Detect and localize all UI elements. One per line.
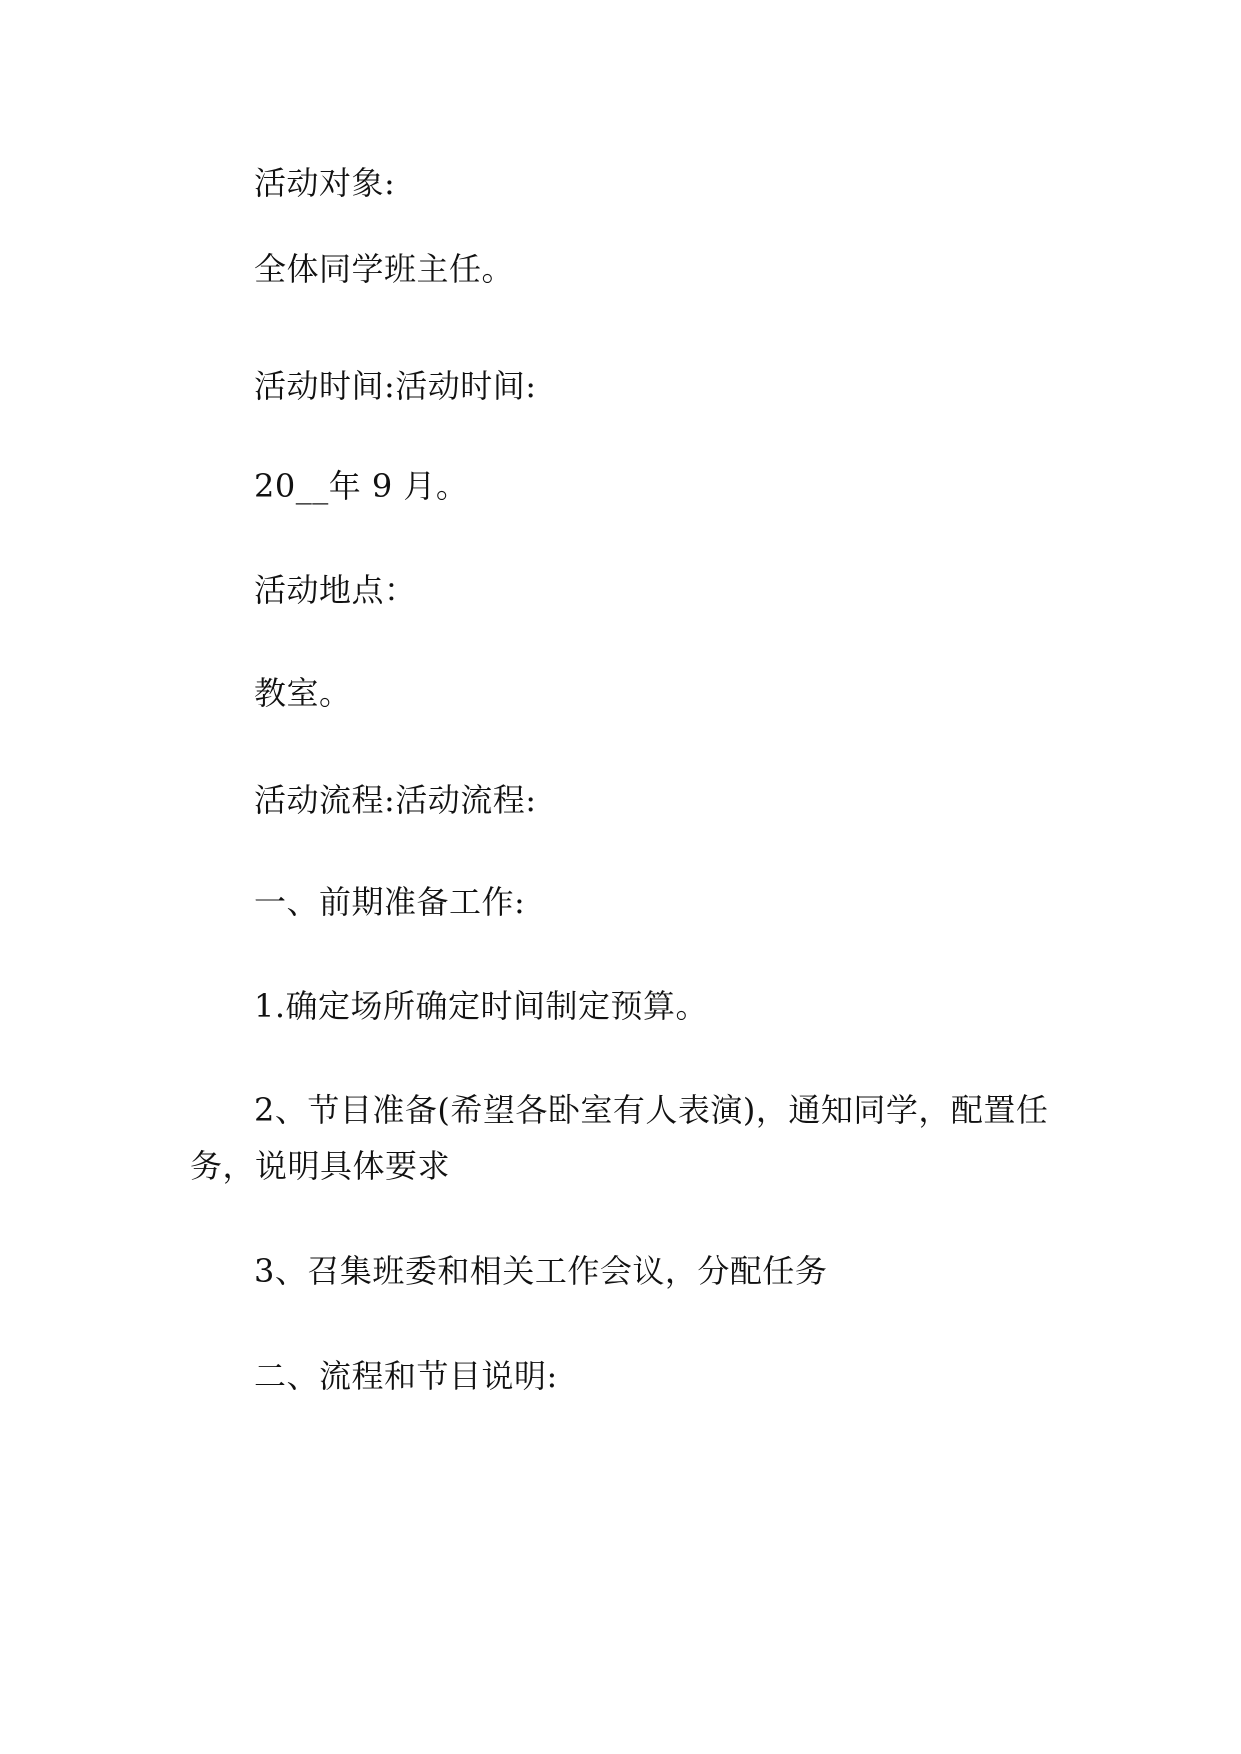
list-item-3: 3、召集班委和相关工作会议，分配任务 — [254, 1252, 828, 1290]
section-heading-preparation: 一、前期准备工作: — [254, 883, 526, 921]
list-item-2: 2、节目准备(希望各卧室有人表演)，通知同学，配置任务，说明具体要求 — [190, 1091, 1049, 1185]
paragraph-activity-process-label: 活动流程:活动流程: — [254, 781, 537, 819]
paragraph-activity-target-label: 活动对象: — [254, 164, 396, 202]
paragraph-activity-location-label: 活动地点： — [254, 571, 417, 609]
paragraph-activity-time-label: 活动时间:活动时间: — [254, 367, 537, 405]
paragraph-activity-time: 20__年 9 月。 — [254, 467, 469, 505]
list-item-1: 1.确定场所确定时间制定预算。 — [254, 987, 709, 1025]
paragraph-activity-location: 教室。 — [254, 674, 352, 712]
section-heading-process: 二、流程和节目说明: — [254, 1357, 558, 1395]
paragraph-activity-target: 全体同学班主任。 — [254, 250, 515, 288]
